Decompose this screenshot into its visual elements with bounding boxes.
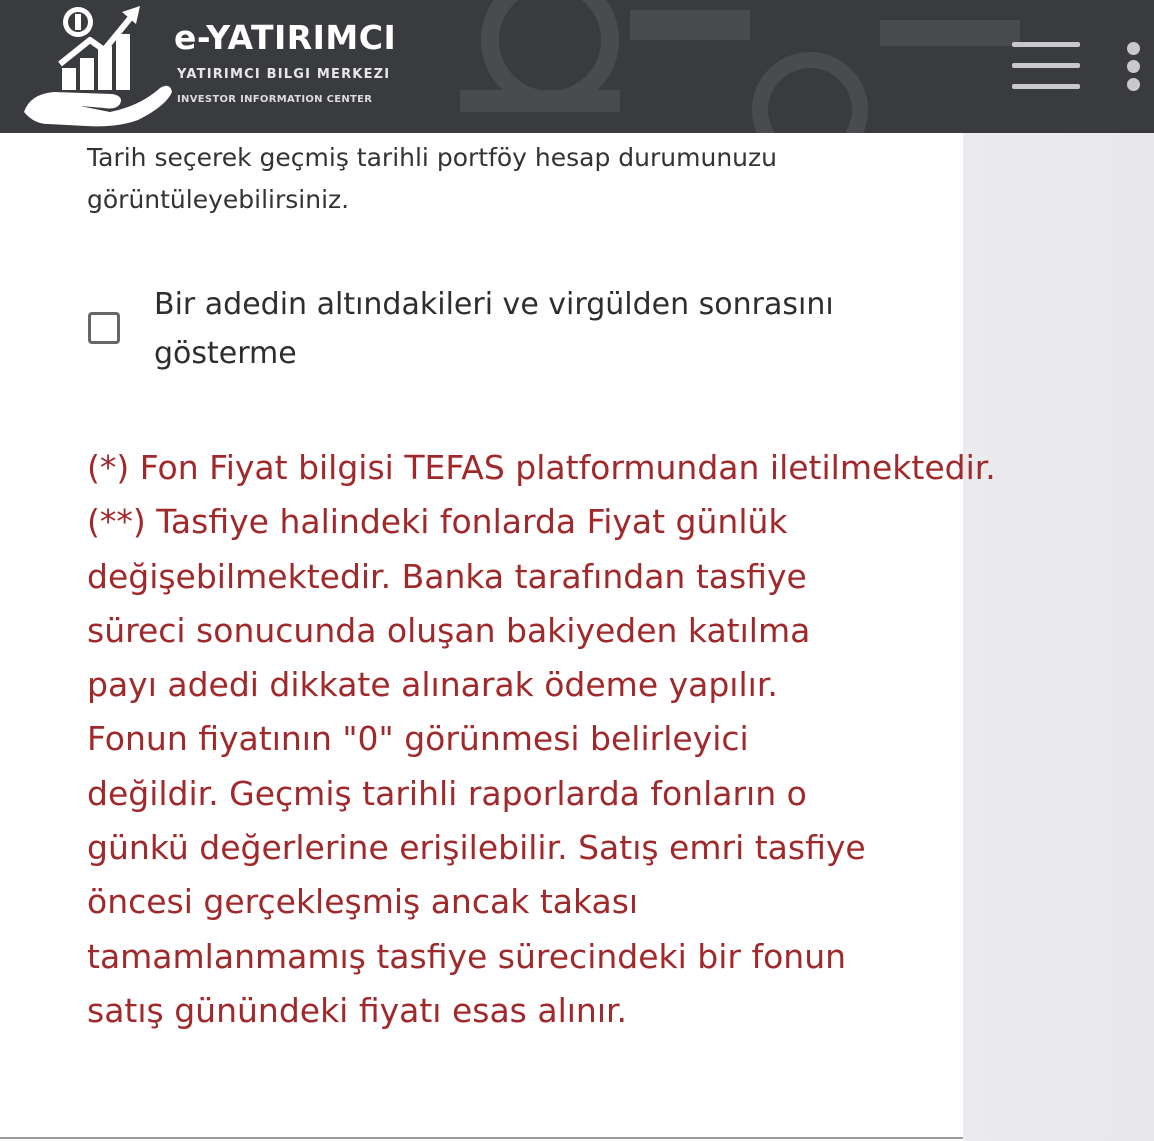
bottom-divider: [0, 1137, 963, 1139]
hamburger-menu-icon[interactable]: [1012, 40, 1080, 92]
fund-notes: [87, 441, 1107, 1038]
liquidation-note: (**) Tasfiye halindeki fonlarda Fiyat günlük değişebilmektedir. Banka tarafından tasfiye süreci sonucunda oluşan bakiyeden katılma payı adedi dikkate alınarak ödeme yapılır. Fonun fiyatının "0" görünmesi belirleyici değildir. Geçmiş tarihli raporlarda fonların o günkü değerlerine erişilebilir. Satış emri tasfiye öncesi gerçekleşmiş ancak takası tamamlanmamış tasfiye sürecindeki bir fonun satış günündeki fiyatı esas alınır.: [87, 502, 866, 1030]
header-background-pattern: [430, 0, 1030, 133]
hide-fractions-label[interactable]: Bir adedin altındakileri ve virgülden sonrasını gösterme: [154, 287, 834, 371]
e-yatirimci-logo-icon: [20, 2, 180, 130]
site-header: [0, 0, 1154, 133]
history-info-text: Tarih seçerek geçmiş tarihli portföy hesap durumunuzu görüntüleyebilirsiniz.: [87, 143, 777, 214]
hide-fractions-option[interactable]: [87, 280, 847, 380]
brand-title: e-YATIRIMCI: [174, 18, 397, 57]
brand-subtitle-en: INVESTOR INFORMATION CENTER: [177, 94, 373, 105]
hide-fractions-checkbox[interactable]: [88, 312, 120, 344]
brand-subtitle-tr: YATIRIMCI BILGI MERKEZI: [177, 67, 391, 82]
tefas-note: (*) Fon Fiyat bilgisi TEFAS platformundan iletilmektedir.: [87, 448, 996, 487]
more-vertical-icon[interactable]: [1124, 40, 1144, 92]
